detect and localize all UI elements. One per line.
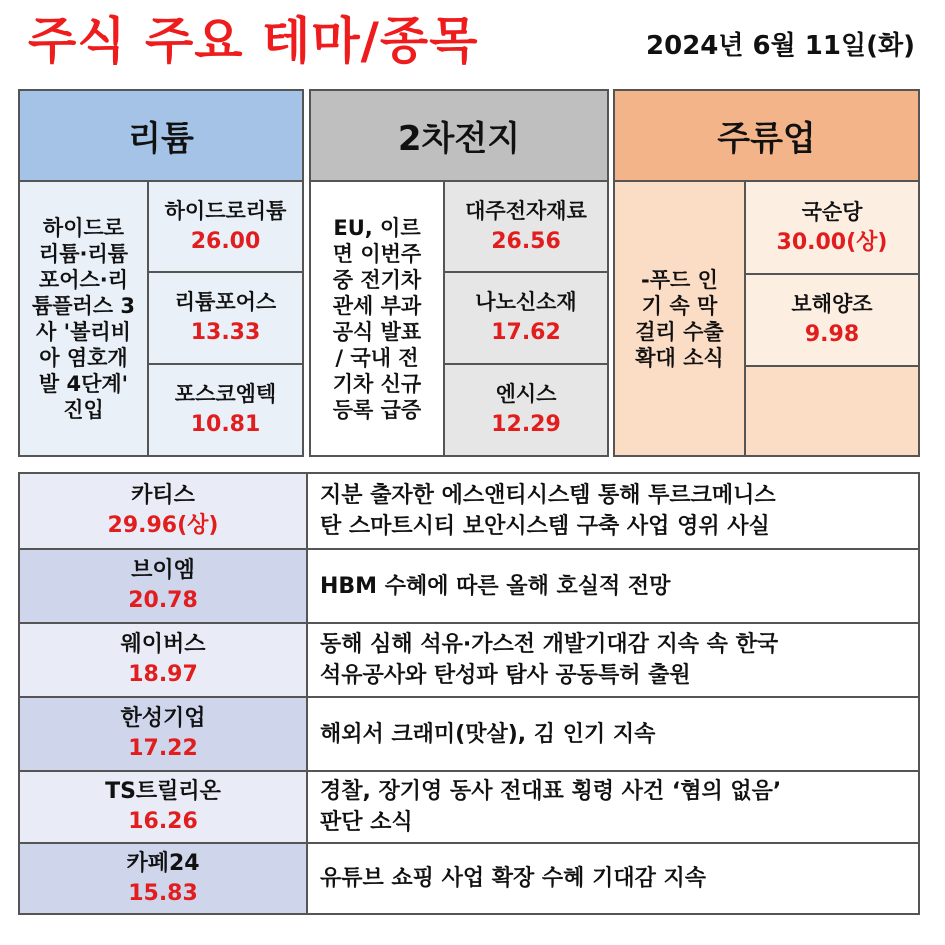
stock-name: 카티스: [131, 483, 195, 508]
theme-stocks: [746, 182, 918, 455]
theme-stock: [149, 363, 302, 455]
stock-name: 포스코엠텍: [174, 382, 277, 406]
stock-reason: 경찰, 장기영 동사 전대표 횡령 사건 ‘혐의 없음’ 판단 소식: [308, 772, 918, 842]
stock-change: 17.22: [128, 736, 198, 761]
theme-stock-empty: [746, 365, 918, 455]
stock-change: 9.98: [804, 322, 860, 347]
theme-stock: [149, 271, 302, 363]
stock-name: 대주전자재료: [465, 198, 587, 223]
stock-cell: [20, 474, 308, 548]
stock-reason: HBM 수혜에 따른 올해 호실적 전망: [308, 550, 918, 622]
stock-cell: [20, 698, 308, 770]
theme-header: 리튬: [20, 91, 302, 182]
theme-stock: [445, 271, 607, 363]
theme-liquor: [613, 89, 920, 457]
theme-description: EU, 이르 면 이번주 중 전기차 관세 부과 공식 발표 / 국내 전 기차 신규 등록 급증: [311, 182, 445, 455]
stock-name: 나노신소재: [475, 290, 577, 314]
stock-change: 17.62: [491, 320, 561, 345]
theme-stocks: [149, 182, 302, 455]
stock-change: 26.00: [190, 228, 261, 254]
stock-change: 29.96(상): [107, 513, 219, 538]
stock-name: 리튬포어스: [174, 290, 277, 314]
stock-change: 20.78: [128, 588, 198, 613]
stock-change: 10.81: [190, 412, 261, 437]
stock-cell: [20, 624, 308, 696]
theme-header: 2차전지: [311, 91, 607, 182]
stock-change: 18.97: [128, 662, 198, 687]
stock-name: 카페24: [126, 850, 200, 876]
table-row: [20, 622, 918, 696]
stock-change: 13.33: [190, 320, 261, 345]
stock-name: 브이엠: [131, 558, 195, 583]
stock-name: 보해양조: [791, 292, 873, 316]
theme-header: 주류업: [615, 91, 918, 182]
theme-stock: [445, 182, 607, 271]
stock-change: 15.83: [128, 880, 198, 906]
theme-stock: [746, 182, 918, 273]
stock-name: 엔시스: [495, 382, 557, 406]
stock-name: TS트릴리온: [105, 779, 221, 804]
table-row: [20, 696, 918, 770]
stock-change: 16.26: [128, 809, 198, 834]
stock-reason: 지분 출자한 에스앤티시스템 통해 투르크메니스 탄 스마트시티 보안시스템 구축 사업 영위 사실: [308, 474, 918, 548]
table-row: [20, 548, 918, 622]
stock-name: 하이드로리튬: [164, 198, 287, 223]
stock-change: 12.29: [491, 412, 561, 437]
individual-stocks-table: [18, 472, 920, 915]
theme-description: 하이드로 리튬·리튬 포어스·리 튬플러스 3 사 '볼리비 아 염호개 발 4단계' 진입: [20, 182, 149, 455]
stock-reason: 해외서 크래미(맛살), 김 인기 지속: [308, 698, 918, 770]
stock-reason: 유튜브 쇼핑 사업 확장 수혜 기대감 지속: [308, 844, 918, 913]
stock-name: 웨이버스: [120, 632, 206, 657]
stock-change: 30.00(상): [776, 229, 888, 255]
table-row: [20, 474, 918, 548]
theme-lithium: [18, 89, 304, 457]
stock-name: 한성기업: [120, 706, 206, 731]
theme-description: -푸드 인 기 속 막 걸리 수출 확대 소식: [615, 182, 746, 455]
theme-stock: [149, 182, 302, 271]
theme-stock: [746, 273, 918, 365]
stock-cell: [20, 550, 308, 622]
stock-change: 26.56: [491, 228, 561, 254]
stock-reason: 동해 심해 석유·가스전 개발기대감 지속 속 한국 석유공사와 탄성파 탐사 공동특허 출원: [308, 624, 918, 696]
table-row: [20, 770, 918, 842]
stock-cell: [20, 844, 308, 913]
theme-stock: [445, 363, 607, 455]
table-row: [20, 842, 918, 913]
stock-name: 국순당: [801, 199, 863, 224]
report-date: 2024년 6월 11일(화): [646, 31, 915, 61]
page-title: 주식 주요 테마/종목: [28, 12, 479, 70]
theme-secondary-battery: [309, 89, 609, 457]
stock-cell: [20, 772, 308, 842]
theme-stocks: [445, 182, 607, 455]
